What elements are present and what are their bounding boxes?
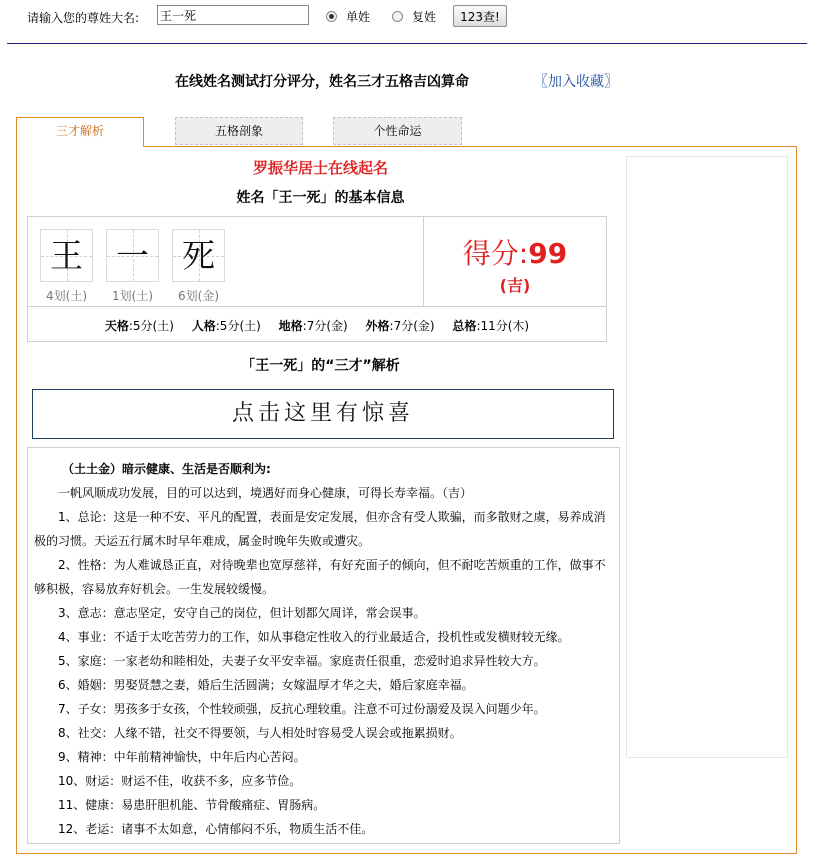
analysis-paragraph: 一帆风顺成功发展，目的可以达到，境遇好而身心健康，可得长寿幸福。（吉） [58, 486, 473, 500]
analysis-paragraph: 7、子女：男孩多于女孩，个性较顽强，反抗心理较重。注意不可过份溺爱及误入问题少年。 [58, 702, 546, 716]
char-strokes: 1划(土) [112, 289, 153, 303]
five-grids-summary [27, 317, 607, 334]
grid-item [192, 319, 261, 333]
add-favorite-link[interactable]: 〖加入收藏〗 [534, 74, 618, 90]
analysis-paragraph: 12、老运：诸事不太如意，心情郁闷不乐，物质生活不佳。 [58, 822, 374, 836]
name-char: 王 [50, 236, 83, 275]
grid-value: :7分(金) [389, 319, 435, 333]
radio-single-indicator[interactable] [326, 11, 337, 22]
radio-compound-label: 复姓 [412, 10, 437, 24]
char-strokes: 4划(土) [46, 289, 87, 303]
name-input-label: 请输入您的尊姓大名: [27, 11, 140, 25]
char-strokes: 6划(金) [178, 289, 219, 303]
surprise-banner-link[interactable]: 点击这里有惊喜 [32, 389, 614, 439]
name-char: 死 [182, 236, 215, 275]
sancai-analysis-text [27, 447, 620, 844]
radio-compound-surname[interactable] [392, 8, 436, 25]
name-char-cell [40, 229, 93, 282]
basic-info-title: 姓名「王一死」的基本信息 [236, 190, 405, 206]
grid-name: 天格 [104, 319, 129, 333]
analysis-heading: （土土金）暗示健康、生活是否顺利为: [62, 462, 271, 476]
info-divider-horizontal [27, 306, 607, 307]
grid-name: 地格 [278, 319, 303, 333]
analysis-paragraph: 4、事业：不适于太吃苦劳力的工作，如从事稳定性收入的行业最适合，投机性或发横财较无缘。 [58, 630, 570, 644]
grid-name: 总格 [452, 319, 477, 333]
name-char-cell [172, 229, 225, 282]
radio-single-label: 单姓 [346, 10, 371, 24]
analysis-paragraph: 9、精神：中年前精神愉快，中年后内心苦闷。 [58, 750, 306, 764]
page-headline: 在线姓名测试打分评分，姓名三才五格吉凶算命 [175, 74, 469, 90]
grid-item [105, 319, 174, 333]
analysis-paragraph: 11、健康：易患肝胆机能、节骨酸痛症、胃肠病。 [58, 798, 326, 812]
analysis-paragraph: 6、婚姻：男娶贤慧之妻，婚后生活圆满；女嫁温厚才华之夫，婚后家庭幸福。 [58, 678, 474, 692]
grid-name: 外格 [365, 319, 390, 333]
grid-value: :5分(土) [128, 319, 174, 333]
side-ad-box [626, 156, 788, 758]
score-value: 99 [528, 237, 568, 270]
grid-value: :7分(金) [302, 319, 348, 333]
analysis-paragraph: 10、财运：财运不佳，收获不多，应多节俭。 [58, 774, 302, 788]
score-label: 得分: [462, 237, 529, 270]
analysis-paragraph: 2、性格：为人难诚恳正直，对待晚辈也宽厚慈祥，有好充面子的倾向，但不耐吃苦烦重的工作，做事不够积极，容易放弃好机会。一生发展较缓慢。 [34, 558, 606, 596]
grid-item [279, 319, 348, 333]
analysis-paragraph: 1、总论：这是一种不安、平凡的配置，表面是安定发展，但亦含有受人欺骗，而多散财之虞，易养成消极的习惯。天运五行属木时早年难成，属金时晚年失败或遭灾。 [34, 510, 606, 548]
name-char-cell [106, 229, 159, 282]
radio-compound-indicator[interactable] [392, 11, 403, 22]
name-char: 一 [116, 236, 149, 275]
analysis-paragraph: 8、社交：人缘不错，社交不得要领，与人相处时容易受人误会或拖累损财。 [58, 726, 462, 740]
grid-name: 人格 [191, 319, 216, 333]
query-button[interactable]: 123查! [453, 5, 507, 27]
grid-value: :11分(木) [476, 319, 530, 333]
author-title: 罗振华居士在线起名 [252, 159, 388, 177]
score-display [423, 232, 607, 272]
sancai-title: 「王一死」的“三才”解析 [241, 358, 400, 374]
score-luck: (吉) [499, 276, 531, 295]
tab-personality-fate[interactable]: 个性命运 [333, 117, 462, 145]
analysis-paragraph: 3、意志：意志坚定，安守自己的岗位，但计划都欠周详，常会误事。 [58, 606, 426, 620]
radio-single-surname[interactable] [326, 8, 370, 25]
grid-item [366, 319, 435, 333]
grid-value: :5分(土) [215, 319, 261, 333]
tab-sancai-analysis[interactable]: 三才解析 [16, 117, 144, 147]
tab-wuge-analysis[interactable]: 五格剖象 [175, 117, 303, 145]
name-input[interactable] [157, 5, 309, 25]
analysis-paragraph: 5、家庭：一家老幼和睦相处，夫妻子女平安幸福。家庭责任很重，恋爱时追求异性较大方。 [58, 654, 546, 668]
grid-item [452, 319, 529, 333]
top-divider [7, 43, 807, 44]
